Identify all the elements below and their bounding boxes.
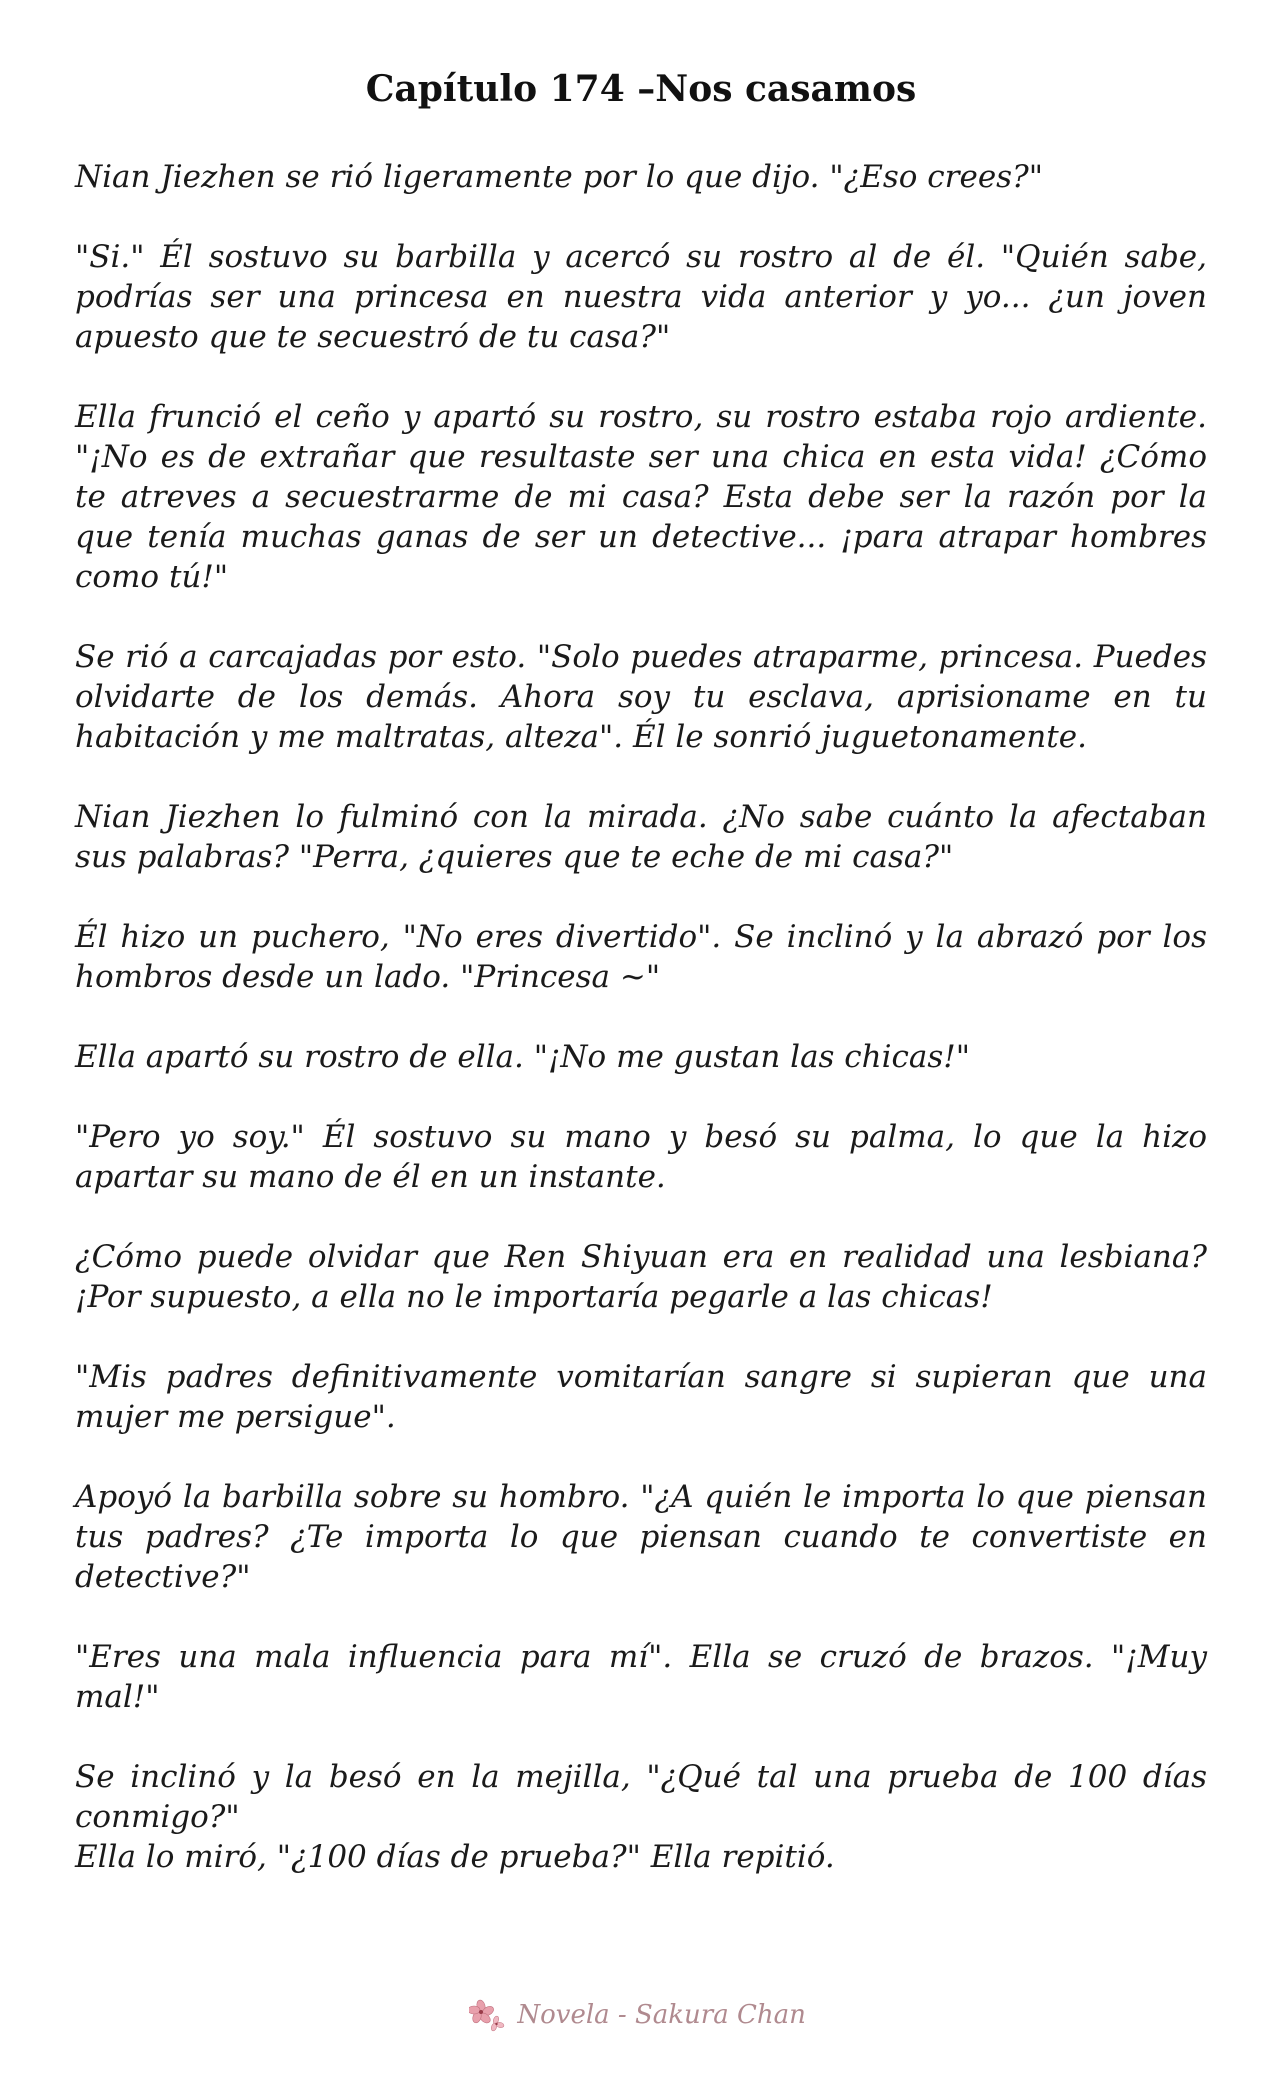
paragraph: "Pero yo soy." Él sostuvo su mano y besó su palma, lo que la hizo apartar su mano de él en un instante. [75, 1119, 1207, 1196]
chapter-title: Capítulo 174 –Nos casamos [365, 68, 917, 110]
sakura-flower-icon [469, 1998, 505, 2034]
paragraph: Nian Jiezhen lo fulminó con la mirada. ¿No sabe cuánto la afectaban sus palabras? "Perra, ¿quieres que te eche de mi casa?" [75, 799, 1207, 876]
paragraph: ¿Cómo puede olvidar que Ren Shiyuan era en realidad una lesbiana? ¡Por supuesto, a ella no le importaría pegarle a las chicas! [75, 1239, 1207, 1316]
paragraph: Ella apartó su rostro de ella. "¡No me gustan las chicas!" [75, 1039, 971, 1076]
paragraph: Él hizo un puchero, "No eres divertido". Se inclinó y la abrazó por los hombros desde un lado. "Princesa ~" [75, 919, 1207, 996]
watermark-text: Novela - Sakura Chan [517, 2000, 806, 2030]
paragraph: Ella frunció el ceño y apartó su rostro, su rostro estaba rojo ardiente. "¡No es de extrañar que resultaste ser una chica en esta vida! ¿Cómo te atreves a secuestrarme de mi casa? Esta debe ser la razón por la que tenía muchas ganas de ser un detective... ¡para atrapar hombres como tú!" [75, 399, 1207, 596]
paragraph: "Si." Él sostuvo su barbilla y acercó su rostro al de él. "Quién sabe, podrías ser una princesa en nuestra vida anterior y yo... ¿un joven apuesto que te secuestró de tu casa?" [75, 239, 1207, 356]
paragraph: Apoyó la barbilla sobre su hombro. "¿A quién le importa lo que piensan tus padres? ¿Te importa lo que piensan cuando te convertiste en detective?" [75, 1479, 1207, 1596]
watermark [0, 1998, 1275, 2034]
paragraph: Nian Jiezhen se rió ligeramente por lo que dijo. "¿Eso crees?" [75, 159, 1043, 196]
paragraph: Se inclinó y la besó en la mejilla, "¿Qué tal una prueba de 100 días conmigo?" [75, 1759, 1207, 1836]
paragraph: Ella lo miró, "¿100 días de prueba?" Ella repitió. [75, 1839, 835, 1876]
paragraph: Se rió a carcajadas por esto. "Solo puedes atraparme, princesa. Puedes olvidarte de los demás. Ahora soy tu esclava, aprisioname en tu habitación y me maltratas, alteza". Él le sonrió juguetonamente. [75, 639, 1207, 756]
paragraph: "Mis padres definitivamente vomitarían sangre si supieran que una mujer me persigue". [75, 1359, 1207, 1436]
paragraph: "Eres una mala influencia para mí". Ella se cruzó de brazos. "¡Muy mal!" [75, 1639, 1207, 1716]
